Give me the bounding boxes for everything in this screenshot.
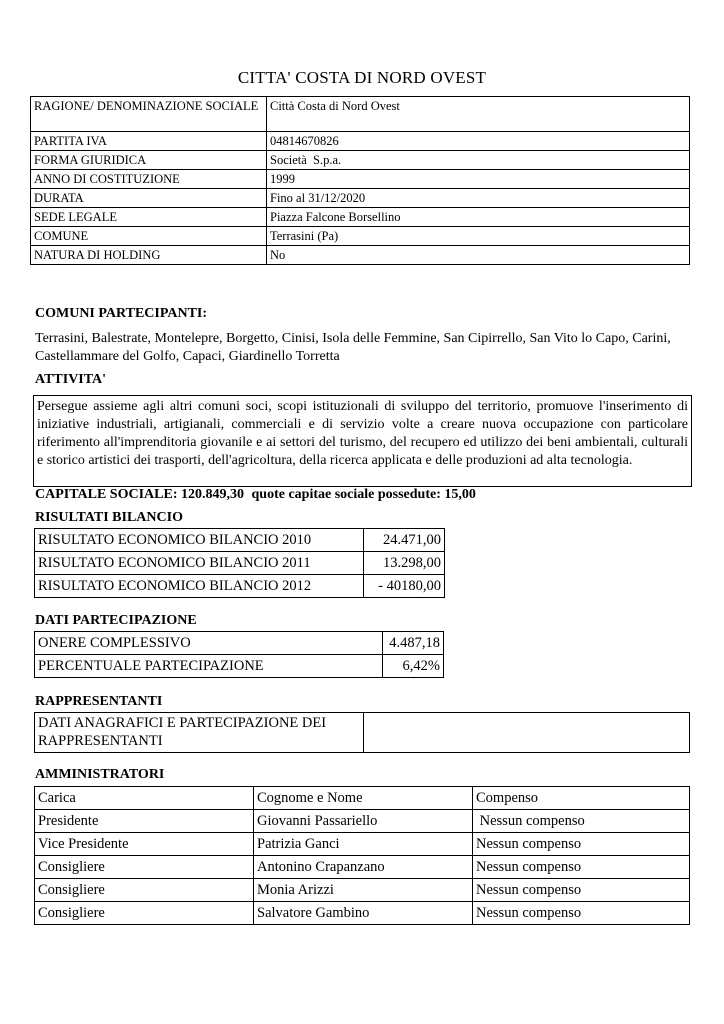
- amministratori-heading: AMMINISTRATORI: [35, 767, 165, 782]
- bilancio-label: RISULTATO ECONOMICO BILANCIO 2012: [35, 575, 364, 598]
- info-value: 1999: [267, 170, 690, 189]
- compenso-cell: Nessun compenso: [473, 833, 690, 856]
- page-title: CITTA' COSTA DI NORD OVEST: [237, 68, 487, 87]
- carica-cell: Vice Presidente: [35, 833, 254, 856]
- info-row: [31, 132, 690, 151]
- compenso-cell: Nessun compenso: [473, 879, 690, 902]
- bilancio-heading: RISULTATI BILANCIO: [35, 510, 183, 525]
- amministratori-table: [34, 786, 690, 925]
- info-value: Società S.p.a.: [267, 151, 690, 170]
- attivita-heading: ATTIVITA': [35, 372, 107, 387]
- bilancio-table: [34, 528, 445, 598]
- info-row: [31, 246, 690, 265]
- info-label: NATURA DI HOLDING: [31, 246, 267, 265]
- table-row: [35, 856, 690, 879]
- partecipazione-label: PERCENTUALE PARTECIPAZIONE: [35, 655, 383, 678]
- nome-cell: Giovanni Passariello: [254, 810, 473, 833]
- column-header: Cognome e Nome: [254, 787, 473, 810]
- capitale-label: CAPITALE SOCIALE: 120.849,30: [35, 487, 244, 502]
- compenso-cell: Nessun compenso: [473, 856, 690, 879]
- table-row: [35, 655, 444, 678]
- nome-cell: Salvatore Gambino: [254, 902, 473, 925]
- table-row: [35, 529, 445, 552]
- compenso-cell: Nessun compenso: [473, 810, 690, 833]
- carica-cell: Consigliere: [35, 902, 254, 925]
- quote-label: quote capitae sociale possedute: 15,00: [251, 487, 476, 502]
- carica-cell: Consigliere: [35, 856, 254, 879]
- info-label: PARTITA IVA: [31, 132, 267, 151]
- table-row: [35, 713, 690, 753]
- capitale-sociale: [35, 487, 476, 503]
- info-row: [31, 208, 690, 227]
- info-label: COMUNE: [31, 227, 267, 246]
- partecipazione-label: ONERE COMPLESSIVO: [35, 632, 383, 655]
- bilancio-label: RISULTATO ECONOMICO BILANCIO 2011: [35, 552, 364, 575]
- info-label: RAGIONE/ DENOMINAZIONE SOCIALE: [31, 97, 267, 132]
- rappresentanti-label: DATI ANAGRAFICI E PARTECIPAZIONE DEI RAPPRESENTANTI: [35, 713, 364, 753]
- info-row: [31, 189, 690, 208]
- info-row: [31, 151, 690, 170]
- table-row: [35, 810, 690, 833]
- bilancio-value: 13.298,00: [364, 552, 445, 575]
- table-row: [35, 575, 445, 598]
- info-value: Fino al 31/12/2020: [267, 189, 690, 208]
- partecipazione-value: 4.487,18: [382, 632, 443, 655]
- info-row: [31, 97, 690, 132]
- info-label: ANNO DI COSTITUZIONE: [31, 170, 267, 189]
- nome-cell: Monia Arizzi: [254, 879, 473, 902]
- info-label: SEDE LEGALE: [31, 208, 267, 227]
- column-header: Carica: [35, 787, 254, 810]
- bilancio-label: RISULTATO ECONOMICO BILANCIO 2010: [35, 529, 364, 552]
- table-header-row: [35, 787, 690, 810]
- table-row: [35, 632, 444, 655]
- carica-cell: Presidente: [35, 810, 254, 833]
- info-value: Città Costa di Nord Ovest: [267, 97, 690, 132]
- info-label: DURATA: [31, 189, 267, 208]
- info-value: Piazza Falcone Borsellino: [267, 208, 690, 227]
- rappresentanti-heading: RAPPRESENTANTI: [35, 694, 163, 709]
- info-row: [31, 227, 690, 246]
- comuni-text: Terrasini, Balestrate, Montelepre, Borgetto, Cinisi, Isola delle Femmine, San Cipirrello, San Vito lo Capo, Carini, Castellammare del Golfo, Capaci, Giardinello Torretta: [35, 331, 671, 364]
- table-row: [35, 902, 690, 925]
- partecipazione-value: 6,42%: [382, 655, 443, 678]
- attivita-text: Persegue assieme agli altri comuni soci, scopi istituzionali di sviluppo del territorio, promuove l'inserimento di iniziative industriali, artigianali, commerciali e di servizio volte a creare nuova occupazione con particolare riferimento all'imprenditoria giovanile e ai settori del turismo, del recupero ed utilizzo dei beni ambientali, culturali e storico artistici dei trasporti, dell'agricoltura, della ricerca applicata e delle produzioni ad alta tecnologia.: [33, 395, 692, 487]
- partecipazione-table: [34, 631, 444, 678]
- rappresentanti-value: [364, 713, 690, 753]
- bilancio-value: 24.471,00: [364, 529, 445, 552]
- table-row: [35, 833, 690, 856]
- table-row: [35, 552, 445, 575]
- info-row: [31, 170, 690, 189]
- info-value: 04814670826: [267, 132, 690, 151]
- info-value: No: [267, 246, 690, 265]
- column-header: Compenso: [473, 787, 690, 810]
- table-row: [35, 879, 690, 902]
- nome-cell: Antonino Crapanzano: [254, 856, 473, 879]
- nome-cell: Patrizia Ganci: [254, 833, 473, 856]
- info-value: Terrasini (Pa): [267, 227, 690, 246]
- compenso-cell: Nessun compenso: [473, 902, 690, 925]
- company-info-table: [30, 96, 690, 265]
- bilancio-value: - 40180,00: [364, 575, 445, 598]
- carica-cell: Consigliere: [35, 879, 254, 902]
- comuni-heading: COMUNI PARTECIPANTI:: [35, 306, 208, 321]
- rappresentanti-table: [34, 712, 690, 753]
- info-label: FORMA GIURIDICA: [31, 151, 267, 170]
- partecipazione-heading: DATI PARTECIPAZIONE: [35, 613, 197, 628]
